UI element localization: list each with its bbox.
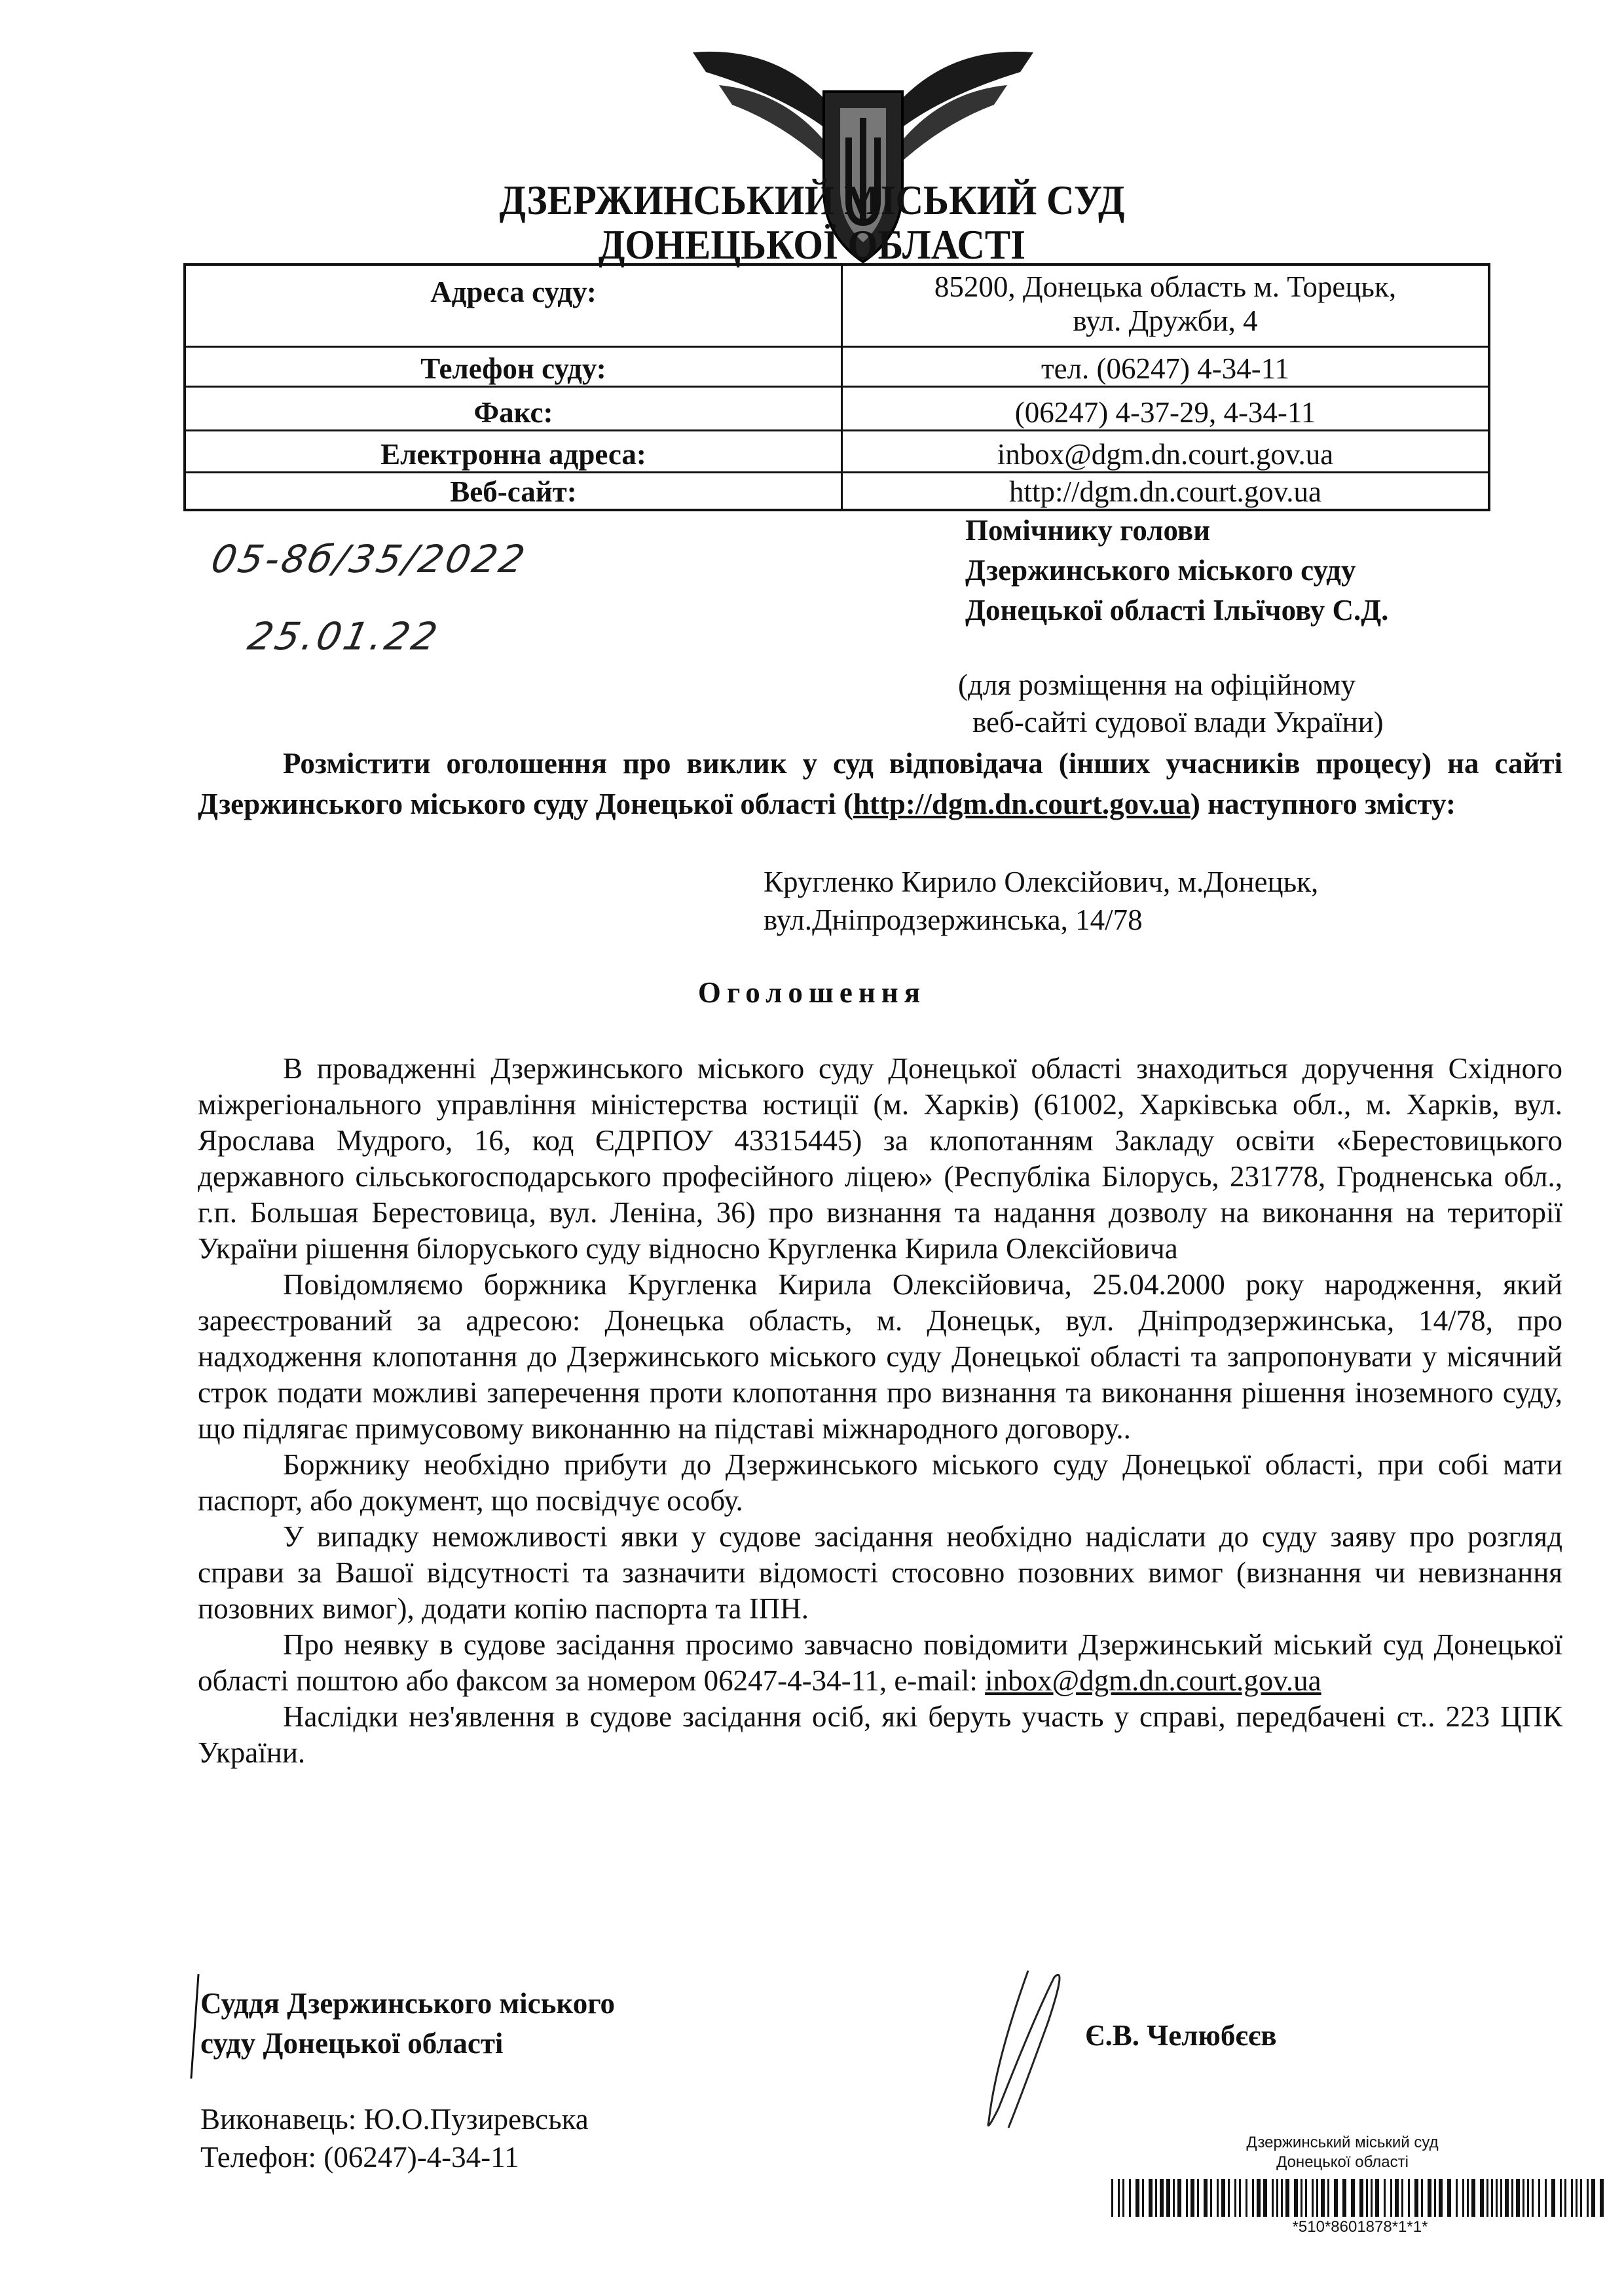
barcode-bar (1239, 2179, 1241, 2217)
email-link[interactable]: inbox@dgm.dn.court.gov.ua (985, 1664, 1321, 1697)
barcode-bar (1390, 2179, 1392, 2217)
barcode-bar (1375, 2179, 1379, 2217)
intro-text-end: ) наступного змісту: (1190, 788, 1456, 820)
barcode-bar (1301, 2179, 1302, 2217)
barcode-bar (1414, 2179, 1418, 2217)
table-row (185, 472, 1489, 510)
barcode-bar (1166, 2179, 1170, 2217)
table-row (185, 264, 1489, 346)
barcode-bar (1600, 2179, 1604, 2217)
barcode-bar (1545, 2179, 1547, 2217)
barcode-bar (1576, 2179, 1578, 2217)
executor-info (200, 2100, 589, 2176)
barcode-bar (1327, 2179, 1329, 2217)
barcode-bar (1111, 2179, 1113, 2217)
barcode-bar (1560, 2179, 1562, 2217)
court-info-table (183, 263, 1490, 511)
intro-text: Розмістити оголошення про виклик у суд відповідача (інших учасників процесу) на сайті Дзержинського міського суду Донецької області ( (198, 747, 1562, 820)
barcode-bar (1366, 2179, 1368, 2217)
intro-paragraph (198, 743, 1562, 824)
barcode-bar (1118, 2179, 1120, 2217)
barcode-bar (1500, 2179, 1502, 2217)
barcode-bar (1491, 2179, 1493, 2217)
barcode-bar (1587, 2179, 1589, 2217)
judge-position (200, 1984, 615, 2064)
margin-line (190, 1974, 199, 2079)
barcode-bar (1342, 2179, 1346, 2217)
barcode-bar (1522, 2179, 1524, 2217)
barcode-bar (1564, 2179, 1566, 2217)
barcode-bar (1204, 2179, 1208, 2217)
barcode-bar (1467, 2179, 1469, 2217)
barcode-bar (1371, 2179, 1373, 2217)
barcode-bar (1305, 2179, 1307, 2217)
barcode-bar (1532, 2179, 1534, 2217)
note-line: (для розміщення на офіційному (958, 668, 1356, 701)
announcement-title: Оголошення (697, 976, 927, 1009)
body-paragraph: В провадженні Дзержинського міського суду Донецької області знаходиться доручення Східного міжрегіонального управління міністерства юстиції (м. Харків) (61002, Харківська обл., м. Харків, вул. Ярослава Мудрого, 16, код ЄДРПОУ 43315445) за клопотанням Закладу освіти «Берестовицького державного сільськогосподарського професійного ліцею» (Республіка Білорусь, 231778, Гродненська обл., г.п. Большая Берестовица, вул. Леніна, 36) про визнання та надання дозволу на виконання на території України рішення білоруського суду відносно Кругленка Кирила Олексійовича (198, 1052, 1562, 1265)
barcode-bar (1173, 2179, 1175, 2217)
barcode-bar (1285, 2179, 1289, 2217)
address-line1: 85200, Донецька область м. Торецьк, (934, 270, 1397, 303)
position-line: Суддя Дзержинського міського (200, 1987, 616, 2020)
registry-stamp (1205, 2133, 1480, 2172)
barcode-bar (1316, 2179, 1318, 2217)
addressee-line: Помічнику голови (965, 514, 1211, 547)
announcement-body (198, 1051, 1562, 1771)
barcode (1111, 2179, 1609, 2217)
table-row (185, 430, 1489, 472)
barcode-bar (1551, 2179, 1555, 2217)
barcode-bar (1527, 2179, 1529, 2217)
barcode-bar (1276, 2179, 1278, 2217)
barcode-bar (1257, 2179, 1261, 2217)
handwritten-reg-number: 05-8б/35/2022 (207, 537, 532, 581)
barcode-bar (1351, 2179, 1355, 2217)
fax-label: Факс: (185, 386, 842, 430)
barcode-bar (1294, 2179, 1298, 2217)
note-line: веб-сайті судової влади України) (972, 706, 1384, 738)
barcode-bar (1210, 2179, 1212, 2217)
barcode-bar (1456, 2179, 1458, 2217)
barcode-bar (1591, 2179, 1595, 2217)
barcode-bar (1246, 2179, 1247, 2217)
barcode-bar (1272, 2179, 1274, 2217)
barcode-bar (1516, 2179, 1520, 2217)
barcode-bar (1439, 2179, 1443, 2217)
barcode-bar (1496, 2179, 1498, 2217)
address-label: Адреса суду: (185, 264, 842, 346)
barcode-bar (1186, 2179, 1188, 2217)
respondent (764, 863, 1318, 939)
barcode-bar (1228, 2179, 1230, 2217)
website-link[interactable]: http://dgm.dn.court.gov.ua (853, 788, 1190, 820)
barcode-bar (1160, 2179, 1164, 2217)
barcode-bar (1122, 2179, 1124, 2217)
barcode-bar (1401, 2179, 1403, 2217)
barcode-bar (1217, 2179, 1219, 2217)
barcode-number: *510*8601878*1*1* (1292, 2218, 1428, 2236)
website-label: Веб-сайт: (185, 472, 842, 510)
barcode-bar (1580, 2179, 1582, 2217)
barcode-bar (1155, 2179, 1157, 2217)
barcode-bar (1197, 2179, 1199, 2217)
body-paragraph: Повідомляємо боржника Кругленка Кирила Олексійовича, 25.04.2000 року народження, який зареєстрований за адресою: Донецька область, м. Донецьк, вул. Дніпродзержинська, 14/78, про надходження клопотання до Дзержинського міського суду Донецької області та запропонувати у місячний строк подати можливі заперечення проти клопотання про визнання та виконання рішення іноземного суду, що підлягає примусовому виконанню на підставі міжнародного договору.. (198, 1268, 1562, 1445)
barcode-bar (1135, 2179, 1139, 2217)
table-row (185, 386, 1489, 430)
barcode-bar (1538, 2179, 1540, 2217)
barcode-bar (1384, 2179, 1386, 2217)
phone-label: Телефон суду: (185, 346, 842, 386)
barcode-bar (1263, 2179, 1267, 2217)
final-paragraph: Наслідки нез'явлення в судове засідання осіб, які беруть участь у справі, передбачені ст.. 223 ЦПК України. (198, 1700, 1562, 1769)
court-name-line1: ДЗЕРЖИНСЬКИЙ МІСЬКИЙ СУД (499, 177, 1125, 223)
contact-paragraph (198, 1627, 1562, 1699)
stamp-line: Донецької області (1276, 2153, 1409, 2171)
court-name-line2: ДОНЕЦЬКОЇ ОБЛАСТІ (598, 221, 1026, 268)
website-value: http://dgm.dn.court.gov.ua (842, 472, 1490, 510)
table-row (185, 346, 1489, 386)
contact-text: Про неявку в судове засідання просимо завчасно повідомити Дзержинський міський суд Донецької області поштою або факсом за номером 06247-4-34-11, e-mail: (198, 1628, 1562, 1697)
barcode-bar (1321, 2179, 1325, 2217)
executor-name: Виконавець: Ю.О.Пузиревська (200, 2103, 589, 2136)
barcode-bar (1486, 2179, 1488, 2217)
address-value (842, 264, 1490, 346)
position-line: суду Донецької області (200, 2027, 504, 2060)
respondent-line: вул.Дніпродзержинська, 14/78 (764, 903, 1143, 936)
barcode-bar (1221, 2179, 1225, 2217)
body-paragraph: У випадку неможливості явки у судове засідання необхідно надіслати до суду заяву про розгляд справи за Вашої відсутності та зазначити відомості стосовно позовних вимог (визнання чи невизнання позовних вимог), додати копію паспорта та ІПН. (198, 1520, 1562, 1625)
barcode-bar (1142, 2179, 1144, 2217)
addressee-line: Дзержинського міського суду (965, 554, 1356, 587)
barcode-bar (1434, 2179, 1436, 2217)
barcode-bar (1408, 2179, 1410, 2217)
barcode-bar (1462, 2179, 1464, 2217)
barcode-bar (1505, 2179, 1509, 2217)
barcode-bar (1312, 2179, 1314, 2217)
address-line2: вул. Дружби, 4 (1073, 304, 1258, 337)
barcode-bar (1359, 2179, 1363, 2217)
barcode-bar (1511, 2179, 1513, 2217)
barcode-bar (1421, 2179, 1423, 2217)
barcode-bar (1471, 2179, 1475, 2217)
barcode-bar (1395, 2179, 1399, 2217)
respondent-line: Кругленко Кирило Олексійович, м.Донецьк, (764, 866, 1319, 898)
judge-name: Є.В. Челюбєєв (1085, 2019, 1277, 2052)
executor-phone: Телефон: (06247)-4-34-11 (200, 2141, 519, 2174)
addressee (965, 511, 1388, 630)
handwritten-date: 25.01.22 (244, 614, 444, 659)
email-label: Електронна адреса: (185, 430, 842, 472)
fax-value: (06247) 4-37-29, 4-34-11 (842, 386, 1490, 430)
barcode-bar (1252, 2179, 1254, 2217)
barcode-bar (1571, 2179, 1573, 2217)
barcode-bar (1447, 2179, 1451, 2217)
barcode-bar (1190, 2179, 1194, 2217)
barcode-bar (1428, 2179, 1431, 2217)
body-paragraph: Боржнику необхідно прибути до Дзержинського міського суду Донецької області, при собі мати паспорт, або документ, що посвідчує особу. (198, 1448, 1562, 1517)
addressee-line: Донецької області Ільїчову С.Д. (965, 594, 1389, 627)
barcode-bar (1234, 2179, 1236, 2217)
barcode-bar (1129, 2179, 1131, 2217)
barcode-bar (1149, 2179, 1153, 2217)
email-value: inbox@dgm.dn.court.gov.ua (842, 430, 1490, 472)
stamp-line: Дзержинський міський суд (1246, 2134, 1439, 2151)
barcode-bar (1281, 2179, 1283, 2217)
barcode-bar (1334, 2179, 1338, 2217)
barcode-bar (1177, 2179, 1181, 2217)
phone-value: тел. (06247) 4-34-11 (842, 346, 1490, 386)
barcode-bar (1480, 2179, 1484, 2217)
placement-note (958, 666, 1384, 741)
